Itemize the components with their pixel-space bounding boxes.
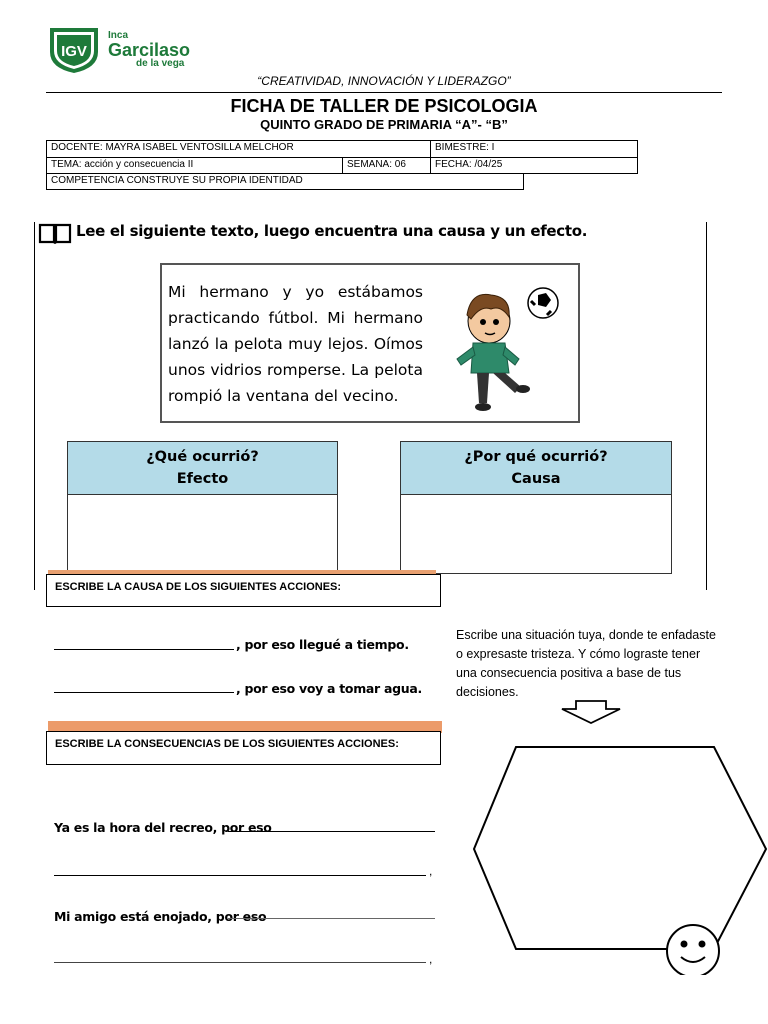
cause-blank-1[interactable] bbox=[54, 649, 234, 650]
activity3-heading-box bbox=[46, 731, 441, 765]
activity1-instruction: Lee el siguiente texto, luego encuentra una causa y un efecto. bbox=[76, 222, 588, 240]
effect-answer-area[interactable] bbox=[68, 496, 337, 574]
consequence-sentence-2: Mi amigo está enojado, por eso bbox=[54, 909, 267, 924]
cause-table bbox=[400, 441, 672, 574]
cause-label: Causa bbox=[511, 471, 561, 487]
bimestre-cell: BIMESTRE: I bbox=[435, 142, 495, 153]
activity2-heading: ESCRIBE LA CAUSA DE LOS SIGUIENTES ACCIONES: bbox=[55, 581, 342, 593]
logo-name-text: Garcilaso bbox=[108, 40, 191, 60]
semana-cell: SEMANA: 06 bbox=[343, 158, 431, 173]
cause-sentence-2: , por eso voy a tomar agua. bbox=[236, 681, 422, 696]
consequence-blank-1b[interactable] bbox=[54, 875, 426, 876]
logo-inca-text: Inca bbox=[108, 30, 129, 41]
effect-header bbox=[68, 442, 337, 495]
info-row-tema bbox=[46, 157, 638, 174]
consequence-blank-1a[interactable] bbox=[228, 831, 435, 832]
consequence-blank-2b[interactable] bbox=[54, 962, 426, 963]
story-box bbox=[160, 263, 580, 423]
logo-sub-text: de la vega bbox=[136, 58, 185, 69]
down-arrow-icon bbox=[560, 700, 622, 724]
competencia-cell: COMPETENCIA CONSTRUYE SU PROPIA IDENTIDAD bbox=[51, 175, 303, 186]
effect-label: Efecto bbox=[176, 471, 229, 487]
story-text: Mi hermano y yo estábamos practicando fútbol. Mi hermano lanzó la pelota muy lejos. Oímos unos vidrios romperse. La pelota rompió la ventana del vecino. bbox=[168, 283, 423, 405]
smiley-face-icon bbox=[667, 925, 719, 975]
school-logo-icon bbox=[48, 24, 100, 74]
info-row-competencia bbox=[46, 173, 524, 190]
consequence-blank-2a[interactable] bbox=[228, 918, 435, 919]
page-title: FICHA DE TALLER DE PSICOLOGIA bbox=[230, 96, 538, 116]
page-subtitle: QUINTO GRADO DE PRIMARIA “A”- “B” bbox=[260, 117, 508, 132]
comma-1: , bbox=[429, 864, 433, 878]
cause-answer-area[interactable] bbox=[401, 496, 671, 573]
activity4-instruction: Escribe una situación tuya, donde te enfadaste o expresaste tristeza. Y cómo lograste tener una consecuencia positiva a base de tus decisiones. bbox=[456, 628, 716, 699]
docente-cell: DOCENTE: MAYRA ISABEL VENTOSILLA MELCHOR bbox=[47, 141, 431, 157]
svg-text:IGV: IGV bbox=[61, 43, 87, 60]
frame-left-line bbox=[34, 222, 35, 590]
cause-sentence-1: , por eso llegué a tiempo. bbox=[236, 637, 409, 652]
effect-table bbox=[67, 441, 338, 575]
fecha-cell: FECHA: /04/25 bbox=[435, 159, 503, 170]
open-book-icon bbox=[38, 222, 72, 244]
activity3-heading: ESCRIBE LA CONSECUENCIAS DE LOS SIGUIENTES ACCIONES: bbox=[55, 738, 399, 750]
boy-kicking-ball-illustration bbox=[447, 275, 572, 420]
hexagon-answer-shape[interactable] bbox=[472, 745, 768, 975]
cause-blank-2[interactable] bbox=[54, 692, 234, 693]
comma-2: , bbox=[429, 952, 433, 966]
cause-header bbox=[401, 442, 671, 495]
cause-question: ¿Por qué ocurrió? bbox=[464, 449, 608, 465]
consequence-sentence-1: Ya es la hora del recreo, por eso bbox=[54, 820, 272, 835]
activity2-heading-box bbox=[46, 574, 441, 607]
header-divider bbox=[46, 92, 722, 93]
tema-cell: TEMA: acción y consecuencia II bbox=[47, 158, 343, 173]
motto: “CREATIVIDAD, INNOVACIÓN Y LIDERAZGO” bbox=[257, 74, 511, 88]
frame-right-line bbox=[706, 222, 707, 590]
info-row-docente bbox=[46, 140, 638, 158]
effect-question: ¿Qué ocurrió? bbox=[146, 449, 259, 465]
